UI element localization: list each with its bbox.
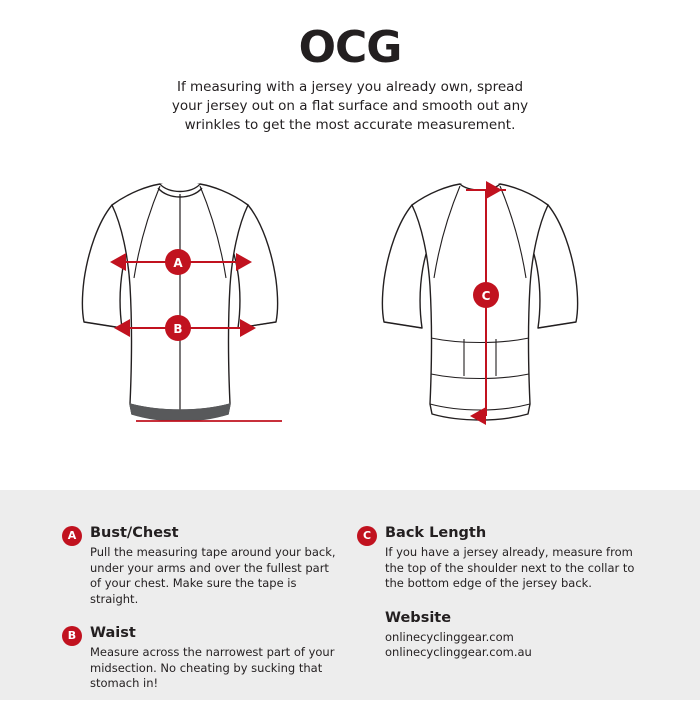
legend-entry-website xyxy=(357,610,647,661)
legend-entry-back-length xyxy=(357,525,647,592)
legend-column-left xyxy=(62,525,342,710)
legend-body-back-length: If you have a jersey already, measure from the top of the shoulder next to the collar to the bottom edge of the jersey back. xyxy=(385,545,635,590)
legend-entry-waist xyxy=(62,625,342,692)
svg-text:B: B xyxy=(173,322,183,336)
legend-body-waist: Measure across the narrowest part of your midsection. No cheating by sucking that stomach in! xyxy=(90,645,335,690)
badge-b: B xyxy=(62,626,82,646)
website-link-com-au[interactable]: onlinecyclinggear.com.au xyxy=(385,645,532,659)
marker-c xyxy=(473,282,499,308)
brand-logo: OCG xyxy=(298,22,402,73)
badge-c: C xyxy=(357,526,377,546)
website-link-com[interactable]: onlinecyclinggear.com xyxy=(385,629,514,644)
svg-text:A: A xyxy=(173,256,183,270)
legend xyxy=(0,525,700,700)
legend-title-website: Website xyxy=(385,609,452,626)
marker-b xyxy=(165,315,191,341)
marker-a xyxy=(165,249,191,275)
svg-text:C: C xyxy=(481,289,491,303)
legend-title-bust-chest: Bust/Chest xyxy=(90,525,179,541)
legend-title-waist: Waist xyxy=(90,625,136,641)
legend-title-back-length: Back Length xyxy=(385,525,487,541)
intro-text: If measuring with a jersey you already own, spread your jersey out on a flat surface and smooth out any wrinkles to get the most accurate measurement. xyxy=(171,79,529,133)
legend-entry-bust-chest xyxy=(62,525,342,607)
badge-a: A xyxy=(62,526,82,546)
front-jersey xyxy=(83,184,278,421)
legend-column-right xyxy=(357,525,647,679)
legend-body-bust-chest: Pull the measuring tape around your back, under your arms and over the fullest part of your chest. Make sure the tape is straight. xyxy=(90,545,336,606)
jersey-illustration xyxy=(0,160,700,490)
